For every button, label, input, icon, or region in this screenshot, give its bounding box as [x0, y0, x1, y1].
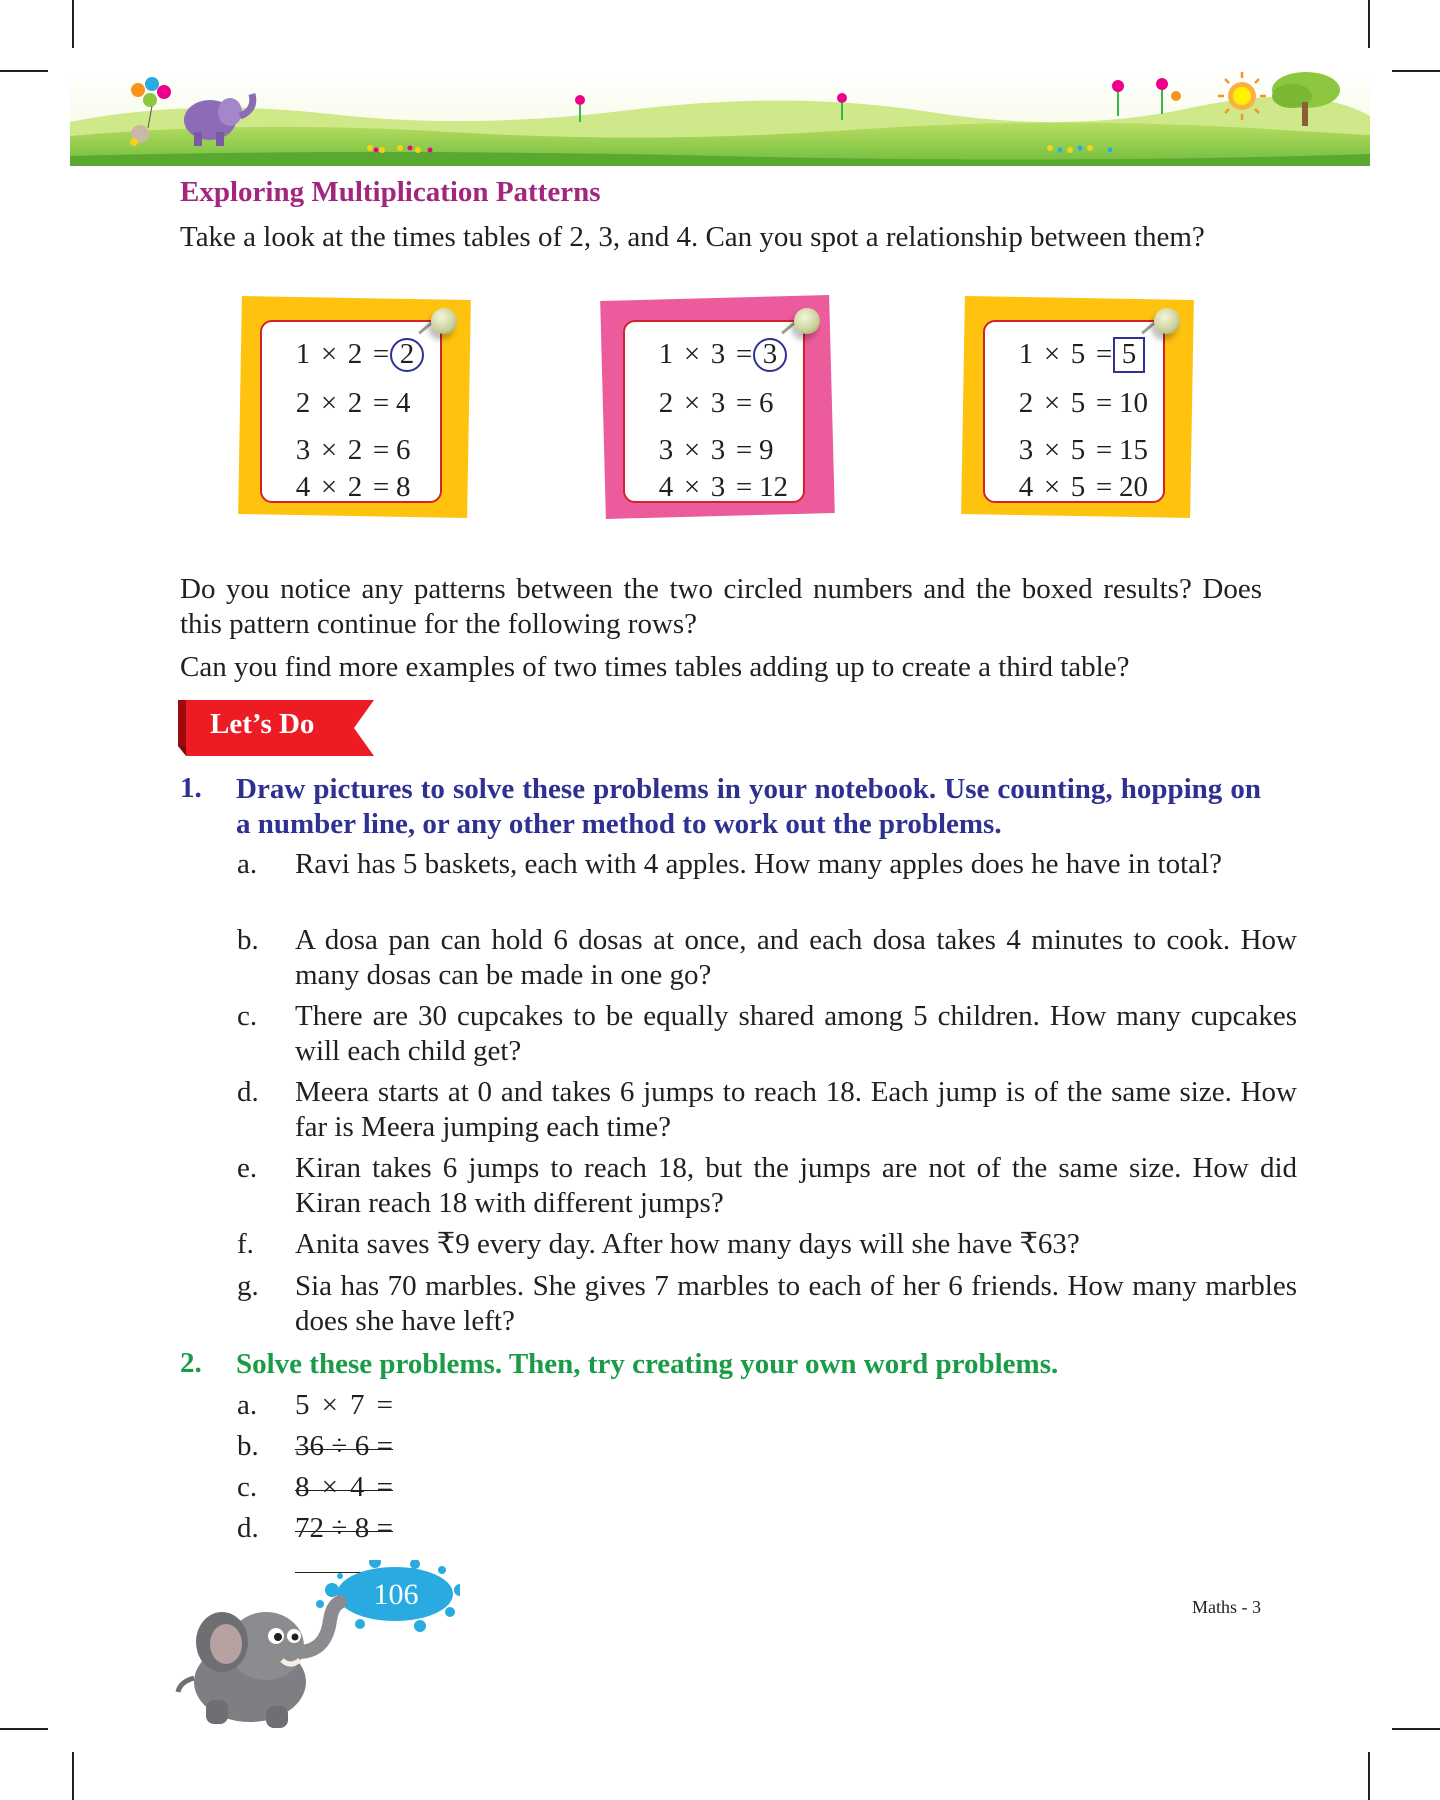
question-1-text: Draw pictures to solve these problems in your notebook. Use counting, hopping on a number line, or any other method to work out the problems.	[236, 773, 1261, 840]
pushpin-icon	[431, 308, 457, 334]
table-row: 3 × 2 = 6	[295, 434, 411, 466]
table-row: 2 × 5 = 10	[1018, 387, 1148, 419]
question-1-number: 1.	[180, 772, 202, 804]
question-2-number: 2.	[180, 1347, 202, 1379]
table-row: 3 × 5 = 15	[1018, 434, 1148, 466]
times-table-card-5	[963, 298, 1192, 516]
table-row: 3 × 3 = 9	[658, 434, 774, 466]
table-row: 1 × 2 = 2	[292, 334, 424, 374]
table-row: 4 × 3 = 12	[658, 471, 788, 503]
crop-mark	[1392, 70, 1440, 72]
boxed-result: 5	[1113, 337, 1145, 373]
times-table-card-2	[240, 298, 469, 516]
balloon-icon	[145, 77, 159, 91]
card-inner	[260, 320, 442, 503]
table-row: 2 × 3 = 6	[658, 387, 774, 419]
crop-mark	[1392, 1728, 1440, 1730]
question-2-text: Solve these problems. Then, try creating your own word problems.	[236, 1348, 1059, 1380]
pushpin-icon	[794, 308, 820, 334]
header-banner	[70, 70, 1370, 166]
page-number: 106	[373, 1578, 419, 1611]
table-row: 4 × 5 = 20	[1018, 471, 1148, 503]
table-row: 2 × 2 = 4	[295, 387, 411, 419]
card-inner	[623, 320, 805, 503]
times-table-card-3	[603, 298, 832, 516]
footer-subject: Maths - 3	[1192, 1597, 1261, 1617]
table-row: 4 × 2 = 8	[295, 471, 411, 503]
lets-do-label: Let’s Do	[210, 708, 315, 740]
circled-result: 2	[390, 338, 424, 372]
crop-mark	[1368, 1752, 1370, 1800]
table-row: 1 × 5 = 5	[1015, 334, 1145, 374]
footer-mascot	[170, 1560, 460, 1730]
meadow-illustration	[70, 70, 1370, 166]
pattern-question-more: Can you find more examples of two times tables adding up to create a third table?	[180, 651, 1130, 683]
intro-text: Take a look at the times tables of 2, 3, and 4. Can you spot a relationship between them?	[180, 221, 1205, 253]
circled-result: 3	[753, 338, 787, 372]
pushpin-icon	[1154, 308, 1180, 334]
pattern-question: Do you notice any patterns between the two circled numbers and the boxed results? Does this pattern continue for the following rows?	[180, 573, 1262, 640]
crop-mark	[1368, 0, 1370, 48]
lets-do-ribbon	[178, 700, 378, 756]
section-title: Exploring Multiplication Patterns	[180, 176, 601, 208]
crop-mark	[0, 70, 48, 72]
crop-mark	[72, 1752, 74, 1800]
card-inner	[983, 320, 1165, 503]
table-row: 1 × 3 = 3	[655, 334, 787, 374]
crop-mark	[0, 1728, 48, 1730]
crop-mark	[72, 0, 74, 48]
